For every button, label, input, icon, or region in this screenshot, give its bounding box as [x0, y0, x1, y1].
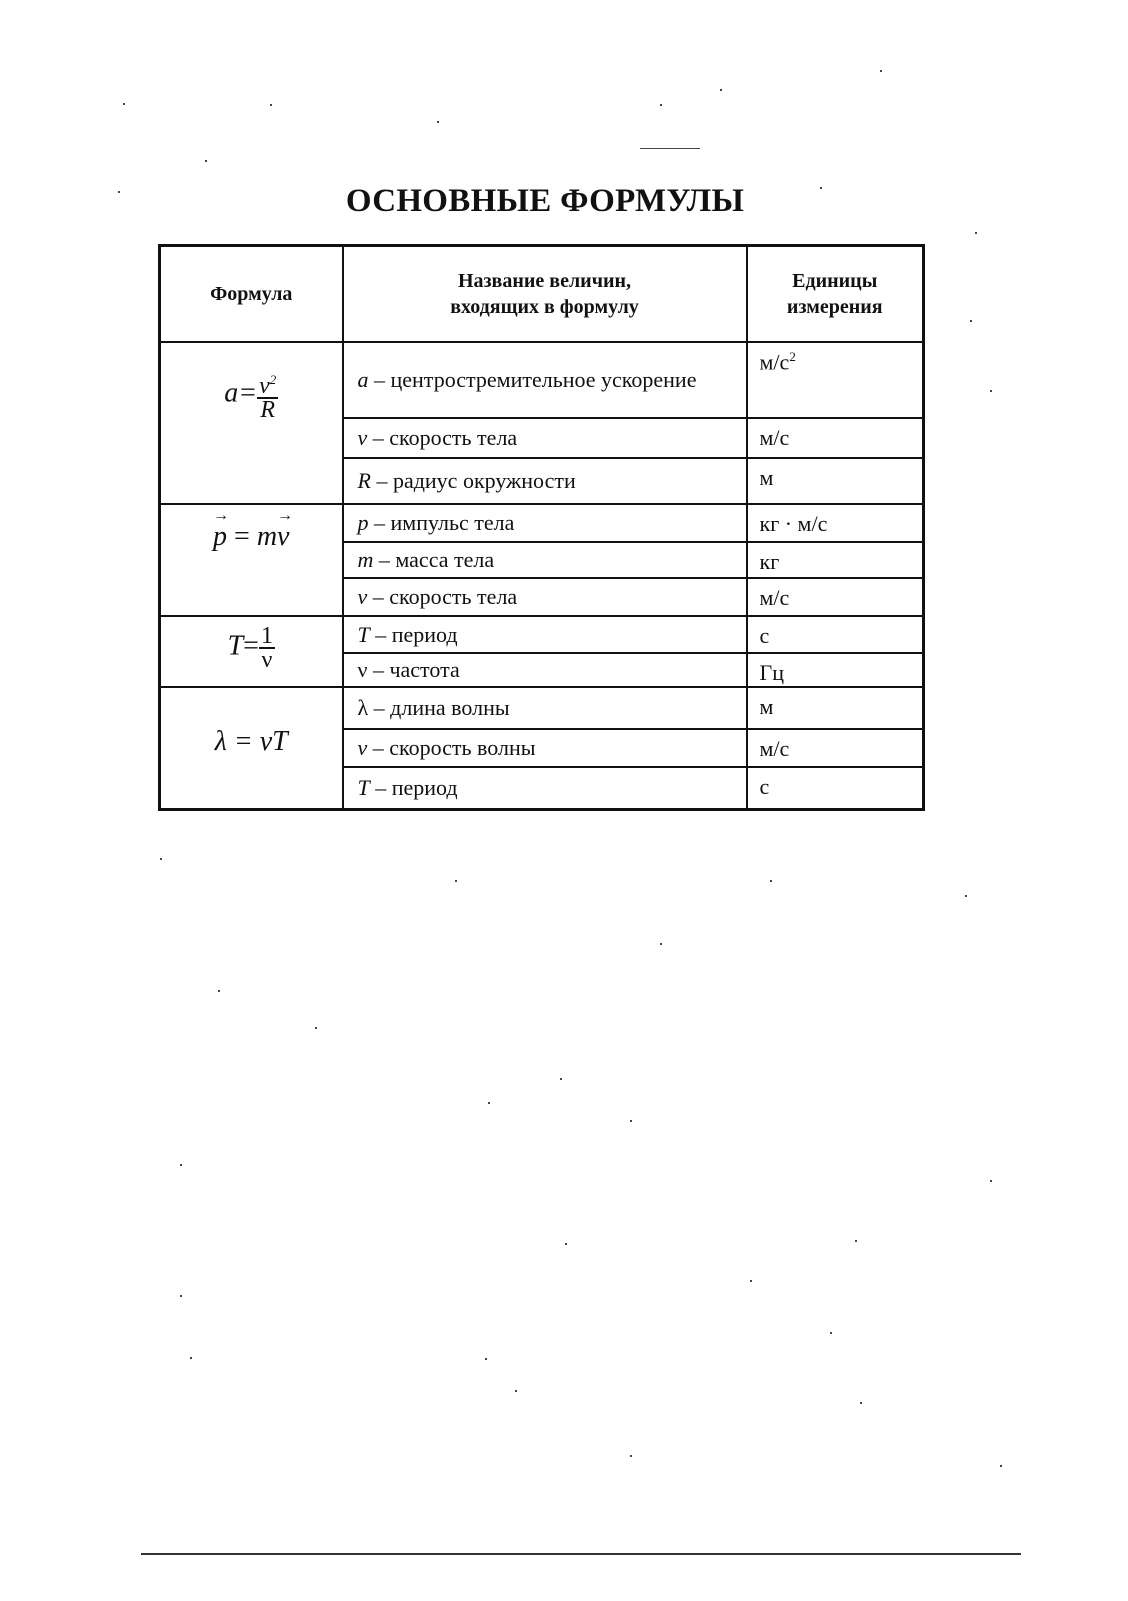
formula-wavelength	[160, 687, 343, 809]
table-row	[160, 342, 924, 418]
unit-cell	[747, 504, 924, 542]
formula-text: λ = vT	[214, 726, 288, 757]
scan-speck	[855, 1240, 857, 1242]
quantity-symbol: T	[357, 774, 370, 800]
scan-speck	[190, 1357, 192, 1359]
quantity-name: период	[391, 774, 458, 800]
quantity-dash: –	[367, 425, 390, 450]
scan-speck	[180, 1164, 182, 1166]
quantity-name: скорость тела	[389, 584, 518, 609]
scan-speck	[820, 187, 822, 189]
unit-cell	[747, 542, 924, 578]
scan-speck	[218, 990, 220, 992]
numerator-exponent: 2	[269, 372, 277, 387]
quantity-description	[343, 578, 747, 616]
scan-speck	[660, 104, 662, 106]
header-quantity-name-line1: Название величин,	[457, 270, 632, 292]
quantity-description	[343, 729, 747, 767]
scan-speck	[880, 70, 882, 72]
scan-speck	[123, 103, 125, 105]
unit-cell	[747, 418, 924, 458]
quantity-symbol: v	[357, 584, 368, 609]
quantity-symbol: p	[357, 510, 369, 535]
formula-equals: =	[227, 521, 257, 552]
fraction-numerator	[257, 369, 278, 399]
bottom-rule	[141, 1553, 1021, 1555]
quantity-description	[343, 542, 747, 578]
scan-speck	[270, 104, 272, 106]
unit-text: м	[759, 465, 774, 490]
fraction-numerator: 1	[260, 623, 273, 649]
formula-momentum	[160, 504, 343, 616]
unit-cell	[747, 342, 924, 418]
quantity-symbol: T	[357, 621, 370, 647]
scan-speck	[860, 1402, 862, 1404]
scan-speck	[830, 1332, 832, 1334]
quantity-name: длина волны	[390, 695, 510, 720]
quantity-name: скорость волны	[389, 735, 536, 760]
scan-speck	[990, 1180, 992, 1182]
unit-text: с	[759, 774, 770, 799]
quantity-description	[343, 616, 747, 653]
unit-text: м/с	[759, 585, 790, 610]
scan-speck	[180, 1295, 182, 1297]
page-title: ОСНОВНЫЕ ФОРМУЛЫ	[345, 183, 745, 219]
unit-text: кг · м/с	[759, 511, 828, 536]
scan-speck	[975, 232, 977, 234]
scan-speck	[485, 1358, 487, 1360]
quantity-description	[343, 418, 747, 458]
unit-exponent: 2	[789, 349, 796, 364]
quantity-description	[343, 458, 747, 504]
quantity-description	[343, 653, 747, 687]
quantity-description	[343, 342, 747, 418]
scan-speck	[455, 880, 457, 882]
header-units-line1: Единицы	[792, 270, 878, 292]
formula-fraction	[259, 625, 275, 671]
quantity-name: центростремительное ускорение	[390, 367, 697, 392]
formula-lhs: a	[224, 377, 239, 409]
formula-equals: =	[243, 630, 259, 662]
scan-speck	[160, 858, 162, 860]
quantity-dash: –	[367, 657, 390, 682]
header-quantity-name	[343, 246, 747, 343]
formula-lhs: T	[227, 630, 244, 662]
unit-text: м/с	[759, 425, 790, 450]
formulas-table	[158, 244, 925, 811]
quantity-description	[343, 687, 747, 729]
scan-speck	[970, 320, 972, 322]
quantity-name: радиус окружности	[392, 468, 576, 493]
scan-speck	[660, 943, 662, 945]
scan-speck	[990, 390, 992, 392]
quantity-symbol: R	[357, 468, 371, 493]
scan-speck	[720, 89, 722, 91]
scan-speck	[437, 121, 439, 123]
scan-speck	[118, 191, 120, 193]
unit-text: м	[759, 694, 774, 719]
quantity-dash: –	[373, 547, 396, 572]
quantity-symbol: v	[357, 425, 368, 450]
formula-mass: m	[256, 521, 278, 552]
fraction-denominator: ν	[261, 647, 273, 673]
unit-text: кг	[759, 549, 780, 574]
unit-cell	[747, 616, 924, 653]
quantity-name: частота	[389, 657, 460, 682]
formula-equals: =	[238, 377, 258, 409]
scan-speck	[1000, 1465, 1002, 1467]
quantity-dash: –	[368, 367, 391, 392]
quantity-symbol: v	[357, 735, 368, 760]
formula-velocity-vector: → v	[277, 521, 289, 553]
quantity-description	[343, 767, 747, 809]
unit-cell	[747, 687, 924, 729]
table-header-row	[160, 246, 924, 343]
quantity-dash: –	[369, 621, 392, 647]
unit-text: м/с	[759, 349, 790, 375]
quantity-name: масса тела	[395, 547, 495, 572]
scan-speck	[488, 1102, 490, 1104]
quantity-dash: –	[368, 695, 391, 720]
formula-lhs-vector: → p	[213, 521, 227, 553]
scan-speck	[315, 1027, 317, 1029]
quantity-dash: –	[369, 774, 392, 800]
table-row	[160, 504, 924, 542]
quantity-dash: –	[368, 510, 391, 535]
table-row	[160, 687, 924, 729]
quantity-dash: –	[367, 584, 390, 609]
header-formula: Формула	[160, 246, 343, 343]
scan-speck	[750, 1280, 752, 1282]
scan-speck	[565, 1243, 567, 1245]
unit-text: Гц	[759, 660, 784, 685]
quantity-symbol: λ	[357, 695, 369, 720]
unit-text: м/с	[759, 736, 790, 761]
quantity-symbol: m	[357, 547, 374, 572]
quantity-dash: –	[367, 735, 390, 760]
quantity-dash: –	[370, 468, 393, 493]
quantity-symbol: ν	[357, 657, 368, 682]
formula-fraction	[257, 369, 278, 421]
header-quantity-name-line2: входящих в формулу	[450, 296, 639, 318]
quantity-description	[343, 504, 747, 542]
unit-text: с	[759, 623, 770, 648]
fraction-denominator: R	[260, 397, 276, 423]
scan-speck	[205, 160, 207, 162]
unit-cell	[747, 578, 924, 616]
header-units-line2: измерения	[786, 296, 883, 318]
table-row	[160, 616, 924, 653]
unit-cell	[747, 458, 924, 504]
quantity-symbol: a	[357, 367, 369, 392]
unit-cell	[747, 767, 924, 809]
scan-speck	[965, 895, 967, 897]
formula-period	[160, 616, 343, 687]
unit-cell	[747, 653, 924, 687]
header-units	[747, 246, 924, 343]
formula-centripetal-acceleration	[160, 342, 343, 504]
scan-speck	[640, 148, 700, 149]
quantity-name: скорость тела	[389, 425, 518, 450]
unit-cell	[747, 729, 924, 767]
scan-speck	[560, 1078, 562, 1080]
quantity-name: период	[391, 621, 458, 647]
scan-speck	[630, 1455, 632, 1457]
numerator-symbol: v	[259, 373, 270, 399]
scan-speck	[630, 1120, 632, 1122]
scan-speck	[770, 880, 772, 882]
quantity-name: импульс тела	[390, 510, 515, 535]
scan-speck	[515, 1390, 517, 1392]
